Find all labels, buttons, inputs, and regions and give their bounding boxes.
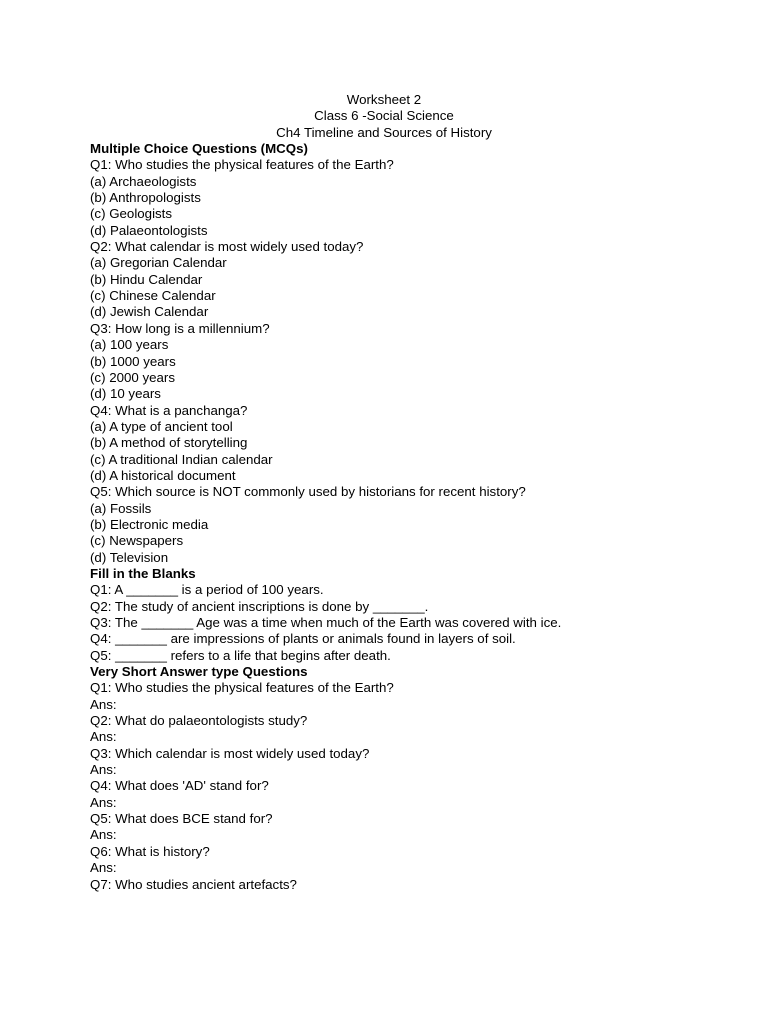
short-answer-question: Q5: What does BCE stand for? bbox=[90, 811, 273, 827]
mcq-question-3 bbox=[90, 321, 690, 403]
answer-label: Ans: bbox=[90, 827, 117, 843]
mcq-question-text: Q2: What calendar is most widely used today? bbox=[90, 239, 364, 255]
mcq-question-4 bbox=[90, 403, 690, 485]
short-answer-question: Q6: What is history? bbox=[90, 843, 210, 859]
mcq-option: (b) A method of storytelling bbox=[90, 435, 248, 451]
class-subject-line: Class 6 -Social Science bbox=[314, 108, 454, 124]
mcq-question-2 bbox=[90, 239, 690, 321]
short-answer-question: Q3: Which calendar is most widely used today? bbox=[90, 745, 370, 761]
mcq-question-1 bbox=[90, 157, 690, 239]
mcq-option: (b) Electronic media bbox=[90, 516, 209, 532]
fill-blank-item: Q4: _______ are impressions of plants or animals found in layers of soil. bbox=[90, 631, 516, 647]
short-answer-question: Q2: What do palaeontologists study? bbox=[90, 713, 308, 729]
short-answer-heading: Very Short Answer type Questions bbox=[90, 664, 308, 680]
answer-label: Ans: bbox=[90, 860, 117, 876]
mcq-question-text: Q5: Which source is NOT commonly used by historians for recent history? bbox=[90, 484, 526, 500]
short-answer-question: Q4: What does 'AD' stand for? bbox=[90, 778, 269, 794]
mcq-question-5 bbox=[90, 484, 690, 566]
mcq-option: (d) Jewish Calendar bbox=[90, 304, 209, 320]
worksheet-title: Worksheet 2 bbox=[346, 92, 422, 107]
answer-label: Ans: bbox=[90, 794, 117, 810]
mcq-option: (a) 100 years bbox=[90, 337, 169, 353]
mcq-option: (a) Fossils bbox=[90, 500, 152, 516]
short-answer-question: Q1: Who studies the physical features of the Earth? bbox=[90, 680, 394, 696]
mcq-option: (d) Palaeontologists bbox=[90, 222, 208, 238]
chapter-title: Ch4 Timeline and Sources of History bbox=[276, 124, 492, 140]
mcq-option: (a) A type of ancient tool bbox=[90, 418, 233, 434]
mcq-option: (c) A traditional Indian calendar bbox=[90, 451, 273, 467]
mcq-question-text: Q3: How long is a millennium? bbox=[90, 320, 270, 336]
fill-blank-item: Q5: _______ refers to a life that begins after death. bbox=[90, 647, 391, 663]
mcq-option: (b) Anthropologists bbox=[90, 190, 201, 206]
mcq-question-text: Q4: What is a panchanga? bbox=[90, 402, 248, 418]
worksheet-page bbox=[90, 92, 690, 893]
mcq-option: (a) Archaeologists bbox=[90, 173, 197, 189]
mcq-option: (c) Newspapers bbox=[90, 533, 184, 549]
mcq-option: (b) Hindu Calendar bbox=[90, 271, 203, 287]
mcq-question-text: Q1: Who studies the physical features of the Earth? bbox=[90, 157, 394, 173]
short-answer-question: Q7: Who studies ancient artefacts? bbox=[90, 876, 297, 892]
mcq-option: (c) Geologists bbox=[90, 206, 173, 222]
mcq-option: (d) A historical document bbox=[90, 467, 236, 483]
answer-label: Ans: bbox=[90, 762, 117, 778]
mcq-option: (c) 2000 years bbox=[90, 369, 175, 385]
mcq-option: (d) Television bbox=[90, 549, 169, 565]
mcq-option: (c) Chinese Calendar bbox=[90, 288, 216, 304]
answer-label: Ans: bbox=[90, 696, 117, 712]
answer-label: Ans: bbox=[90, 729, 117, 745]
mcq-option: (b) 1000 years bbox=[90, 353, 176, 369]
mcq-option: (d) 10 years bbox=[90, 386, 161, 402]
fill-blanks-heading: Fill in the Blanks bbox=[90, 565, 196, 581]
mcq-option: (a) Gregorian Calendar bbox=[90, 255, 227, 271]
fill-blank-item: Q1: A _______ is a period of 100 years. bbox=[90, 582, 324, 598]
fill-blank-item: Q3: The _______ Age was a time when much of the Earth was covered with ice. bbox=[90, 615, 562, 630]
mcq-heading: Multiple Choice Questions (MCQs) bbox=[90, 141, 308, 157]
fill-blank-item: Q2: The study of ancient inscriptions is done by _______. bbox=[90, 598, 429, 614]
